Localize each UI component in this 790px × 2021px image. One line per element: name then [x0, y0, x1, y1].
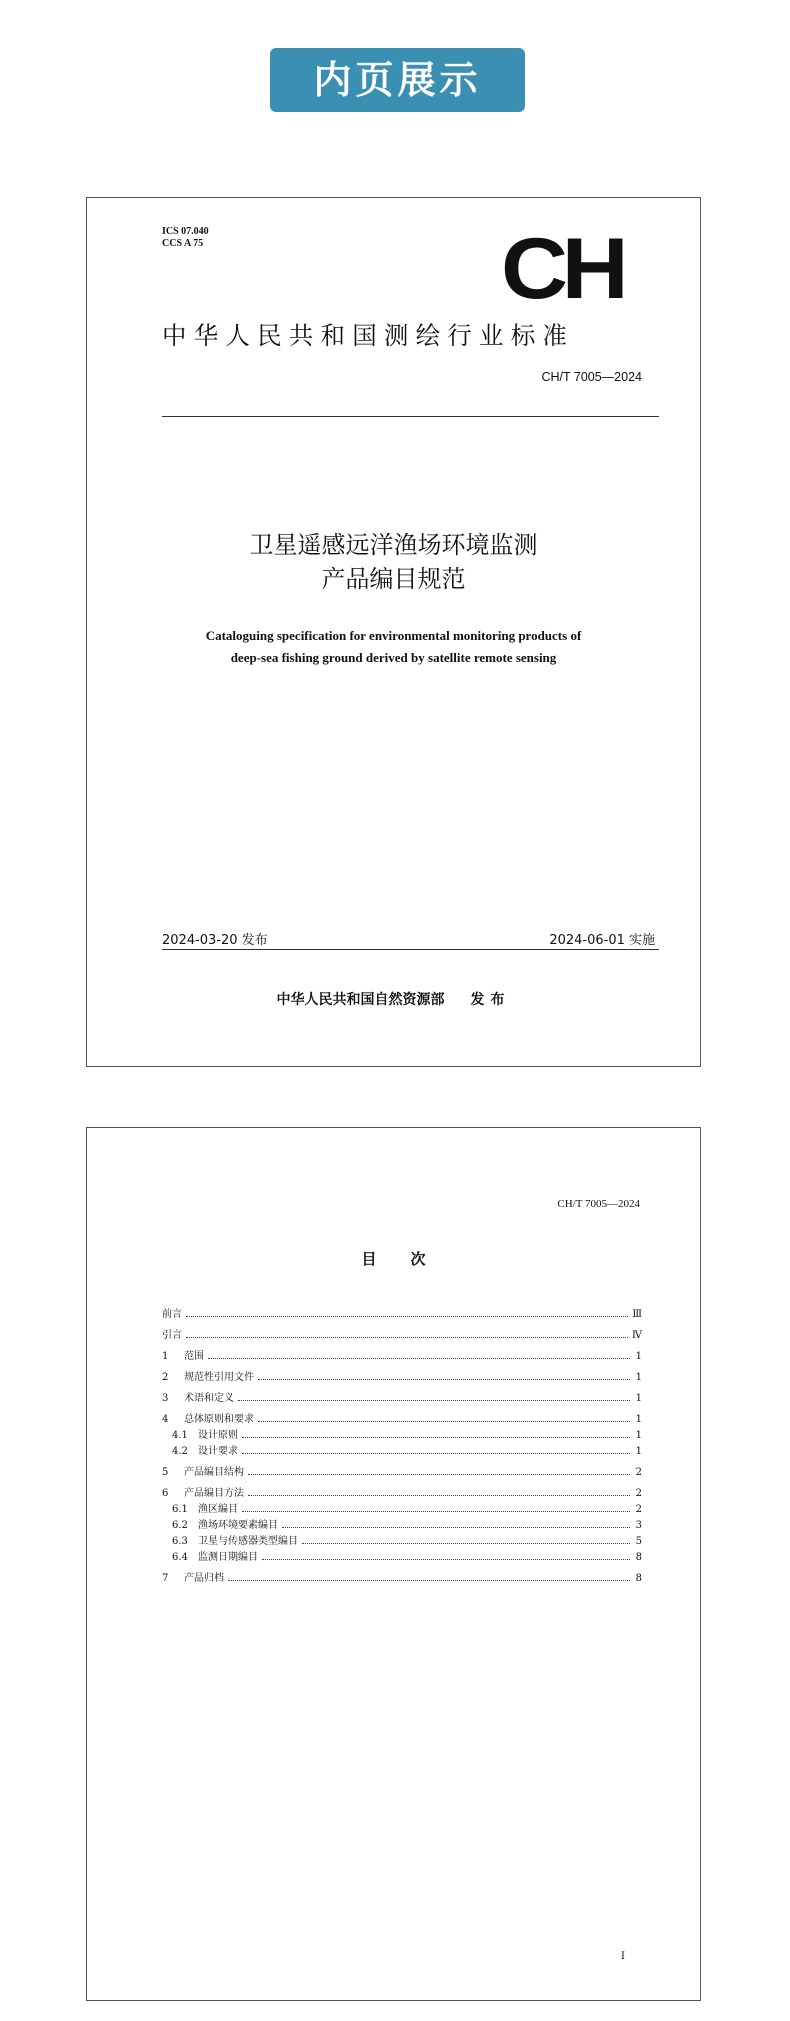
standard-code: CH/T 7005—2024 [541, 370, 642, 384]
effective-date: 2024-06-01 实施 [549, 933, 655, 948]
toc-entry-page: 1 [635, 1414, 642, 1425]
toc-entry-page: 1 [635, 1446, 642, 1457]
toc-entry[interactable] [162, 1383, 642, 1404]
toc-entry-label: 范围 [184, 1351, 204, 1362]
issuer-verb: 发布 [470, 992, 511, 1008]
toc-entry[interactable] [162, 1425, 642, 1441]
toc-entry-label: 设计要求 [198, 1446, 238, 1457]
toc-entry-number: 6.1 [172, 1504, 188, 1515]
toc-entry-label: 产品编目结构 [184, 1467, 244, 1478]
toc-entry[interactable] [162, 1441, 642, 1457]
classification-codes [162, 226, 209, 250]
bottom-divider [162, 949, 659, 950]
toc-entry-leader [248, 1495, 630, 1496]
toc-entry-number: 6.2 [172, 1520, 188, 1531]
toc-entry-leader [208, 1358, 630, 1359]
toc-entry-page: 1 [635, 1372, 642, 1383]
toc-entry[interactable] [162, 1299, 642, 1320]
toc-entry[interactable] [162, 1531, 642, 1547]
toc-entry-number: 6.4 [172, 1552, 188, 1563]
toc-entry-number: 2 [162, 1372, 169, 1383]
toc-entry-label: 术语和定义 [184, 1393, 234, 1404]
toc-entry-number: 7 [162, 1573, 169, 1584]
toc-title: 目次 [361, 1250, 460, 1268]
toc-entry-page: 1 [635, 1393, 642, 1404]
title-line-2: 产品编目规范 [321, 565, 466, 593]
toc-entry-label: 前言 [162, 1309, 182, 1320]
toc-entry[interactable] [162, 1515, 642, 1531]
standard-category-title: 中华人民共和国测绘行业标准 [162, 321, 575, 350]
ch-logo: CH [500, 221, 622, 317]
toc-entry[interactable] [162, 1478, 642, 1499]
toc-entry-page: Ⅲ [632, 1309, 642, 1320]
ics-code: ICS 07.040 [162, 226, 209, 237]
toc-entry[interactable] [162, 1341, 642, 1362]
toc-entry-number: 6 [162, 1488, 169, 1499]
toc-page [86, 1127, 701, 2001]
document-title [87, 528, 700, 596]
english-title-line-1: Cataloguing specification for environmental monitoring products of [205, 628, 582, 643]
toc-entry-leader [238, 1400, 630, 1401]
toc-entry-page: 1 [635, 1351, 642, 1362]
english-title [87, 625, 700, 669]
toc-entry[interactable] [162, 1404, 642, 1425]
toc-entry-leader [242, 1511, 630, 1512]
top-divider [162, 416, 659, 417]
toc-entry-page: 5 [635, 1536, 642, 1547]
toc-entry-page: 2 [635, 1488, 642, 1499]
toc-entry[interactable] [162, 1499, 642, 1515]
toc-entry-page: 2 [635, 1467, 642, 1478]
cover-page [86, 197, 701, 1067]
publish-date: 2024-03-20 发布 [162, 933, 268, 948]
issuer [87, 989, 700, 1009]
toc-entry-leader [258, 1379, 630, 1380]
toc-standard-code: CH/T 7005—2024 [557, 1198, 640, 1210]
english-title-line-2: deep-sea fishing ground derived by satellite remote sensing [230, 650, 557, 665]
toc-entry-number: 5 [162, 1467, 169, 1478]
title-line-1: 卫星遥感远洋渔场环境监测 [249, 531, 538, 559]
toc-entry-number: 1 [162, 1351, 169, 1362]
toc-entry-page: 1 [635, 1430, 642, 1441]
toc-entry-leader [242, 1437, 630, 1438]
toc-entry-leader [302, 1543, 630, 1544]
toc-entry[interactable] [162, 1457, 642, 1478]
toc-entry-number: 6.3 [172, 1536, 188, 1547]
toc-entry-leader [258, 1421, 630, 1422]
toc-entry-page: 3 [635, 1520, 642, 1531]
ccs-code: CCS A 75 [162, 238, 204, 249]
toc-entry-number: 3 [162, 1393, 169, 1404]
toc-entry-page: 8 [635, 1573, 642, 1584]
toc-entry-page: 8 [635, 1552, 642, 1563]
toc-entry[interactable] [162, 1320, 642, 1341]
toc-entry-leader [248, 1474, 630, 1475]
toc-entry-number: 4.2 [172, 1446, 188, 1457]
toc-entry-leader [228, 1580, 630, 1581]
toc-entry-label: 产品归档 [184, 1573, 224, 1584]
toc-entry[interactable] [162, 1362, 642, 1383]
toc-entry-leader [242, 1453, 630, 1454]
toc-entry-label: 总体原则和要求 [184, 1414, 254, 1425]
toc-entry-number: 4.1 [172, 1430, 188, 1441]
toc-entry-number: 4 [162, 1414, 169, 1425]
toc-entry-label: 监测日期编目 [198, 1552, 258, 1563]
toc-entry-leader [262, 1559, 630, 1560]
toc-list [162, 1299, 642, 1584]
toc-entry-page: Ⅳ [632, 1330, 642, 1341]
toc-entry-label: 引言 [162, 1330, 182, 1341]
toc-entry-label: 规范性引用文件 [184, 1372, 254, 1383]
toc-entry-leader [282, 1527, 630, 1528]
toc-entry-page: 2 [635, 1504, 642, 1515]
toc-entry[interactable] [162, 1547, 642, 1563]
toc-entry-leader [186, 1316, 628, 1317]
toc-entry-label: 渔区编目 [198, 1504, 238, 1515]
toc-entry-label: 产品编目方法 [184, 1488, 244, 1499]
toc-entry[interactable] [162, 1563, 642, 1584]
toc-entry-label: 渔场环境要素编目 [198, 1520, 278, 1531]
section-banner: 内页展示 [270, 48, 525, 112]
page-number: I [621, 1951, 625, 1962]
toc-entry-label: 设计原则 [198, 1430, 238, 1441]
issuer-name: 中华人民共和国自然资源部 [276, 992, 445, 1008]
toc-entry-leader [186, 1337, 628, 1338]
toc-entry-label: 卫星与传感器类型编目 [198, 1536, 298, 1547]
